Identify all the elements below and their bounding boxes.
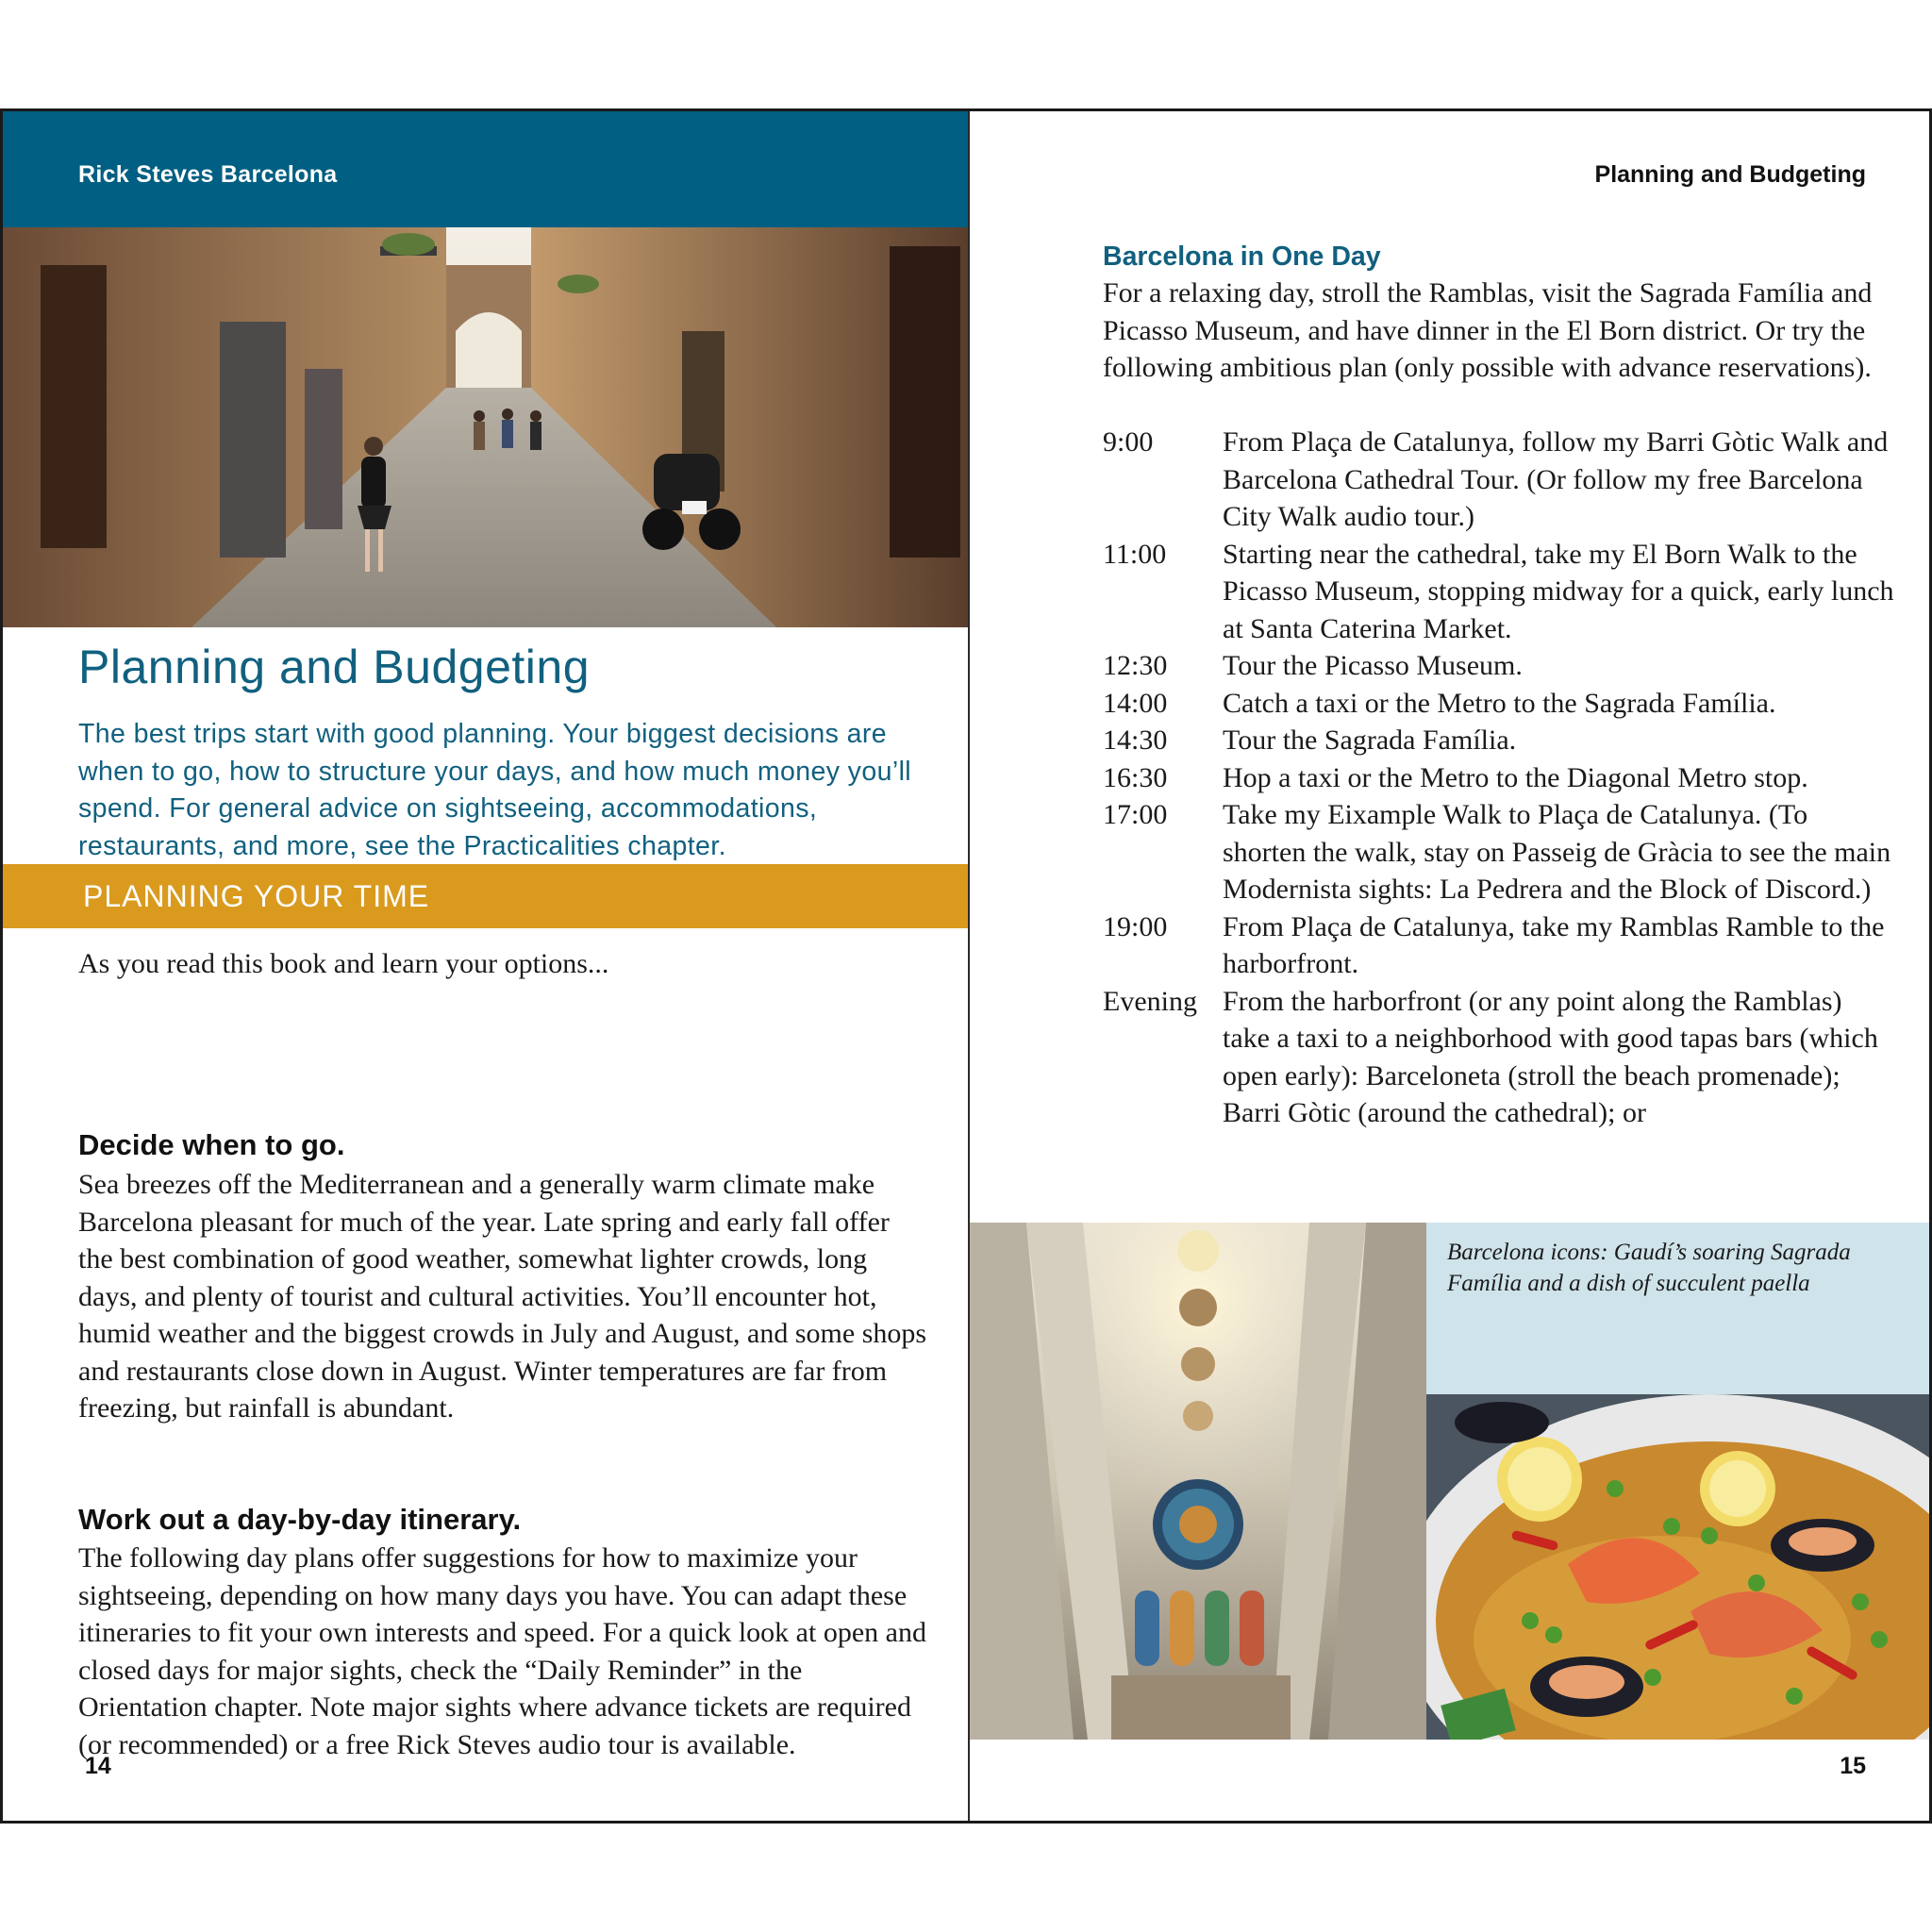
itinerary-text: Starting near the cathedral, take my El Born Walk to the Picasso Museum, stopping midway for a quick, early lunch at Santa Caterina Market. xyxy=(1223,538,1894,644)
itinerary-list xyxy=(1103,424,1895,1132)
chapter-intro: The best trips start with good planning. Your biggest decisions are when to go, how to structure your days, and how much money you’ll spend. For general advice on sightseeing, accommodations, restaurants, and more, see the Practicalities chapter. xyxy=(78,719,912,861)
sagrada-familia-photo xyxy=(970,1223,1426,1740)
itinerary-text: Catch a taxi or the Metro to the Sagrada Família. xyxy=(1223,687,1776,719)
itinerary-time: 9:00 xyxy=(1103,426,1154,458)
subhead-decide-when: Decide when to go. xyxy=(78,1128,345,1161)
left-page xyxy=(3,111,968,1821)
itinerary-row xyxy=(1103,983,1895,1132)
itinerary-row xyxy=(1103,722,1895,759)
section-heading: PLANNING YOUR TIME xyxy=(83,879,430,913)
lead-paragraph: As you read this book and learn your options... xyxy=(78,948,609,979)
page-number-right: 15 xyxy=(1840,1753,1866,1779)
itinerary-text: From the harborfront (or any point along the Ramblas) take a taxi to a neighborhood with good tapas bars (which open early): Barceloneta (stroll the beach promenade); Barri Gòtic (around the cathedral); or xyxy=(1223,985,1878,1128)
itinerary-row xyxy=(1103,424,1895,536)
book-spread xyxy=(0,108,1932,1824)
itinerary-time: 17:00 xyxy=(1103,799,1168,830)
running-head-left: Rick Steves Barcelona xyxy=(78,161,338,188)
itinerary-time: 11:00 xyxy=(1103,538,1167,570)
itinerary-row xyxy=(1103,536,1895,648)
subhead-itinerary: Work out a day-by-day itinerary. xyxy=(78,1503,522,1536)
itinerary-time: 14:00 xyxy=(1103,687,1168,719)
running-head-right: Planning and Budgeting xyxy=(1594,161,1866,188)
one-day-heading: Barcelona in One Day xyxy=(1103,242,1381,272)
itinerary-time: 14:30 xyxy=(1103,724,1168,756)
itinerary-row xyxy=(1103,685,1895,723)
one-day-intro: For a relaxing day, stroll the Ramblas, visit the Sagrada Família and Picasso Museum, and have dinner in the El Born district. Or try the following ambitious plan (only possible with advance reservations). xyxy=(1103,277,1873,383)
itinerary-row xyxy=(1103,908,1895,983)
photo-caption: Barcelona icons: Gaudí’s soaring Sagrada Família and a dish of succulent paella xyxy=(1447,1240,1851,1296)
itinerary-time: 12:30 xyxy=(1103,650,1168,681)
itinerary-time: 19:00 xyxy=(1103,910,1168,942)
itinerary-text: Take my Eixample Walk to Plaça de Catalunya. (To shorten the walk, stay on Passeig de Gràcia to see the main Modernista sights: La Pedrera and the Block of Discord.) xyxy=(1223,799,1891,905)
itinerary-text: From Plaça de Catalunya, follow my Barri Gòtic Walk and Barcelona Cathedral Tour. (Or follow my free Barcelona City Walk audio tour.) xyxy=(1223,426,1889,532)
alley-photo xyxy=(3,227,968,627)
page-number-left: 14 xyxy=(85,1753,111,1779)
right-page xyxy=(970,111,1929,1821)
itinerary-text: Tour the Picasso Museum. xyxy=(1223,650,1523,681)
itinerary-row xyxy=(1103,647,1895,685)
chapter-title: Planning and Budgeting xyxy=(78,641,591,693)
itinerary-text: From Plaça de Catalunya, take my Ramblas Ramble to the harborfront. xyxy=(1223,910,1885,979)
itinerary-text: Tour the Sagrada Família. xyxy=(1223,724,1517,756)
itinerary-row xyxy=(1103,759,1895,797)
body-itinerary: The following day plans offer suggestions for how to maximize your sightseeing, depending on how many days you have. You can adapt these itineraries to fit your own interests and speed. For a quick look at open and closed days for major sights, check the “Daily Reminder” in the Orientation chapter. Note major sights where advance tickets are required (or recommended) or a free Rick Steves audio tour is available. xyxy=(78,1542,926,1760)
paella-photo xyxy=(1426,1394,1929,1740)
itinerary-time: Evening xyxy=(1103,985,1197,1017)
body-decide-when: Sea breezes off the Mediterranean and a generally warm climate make Barcelona pleasant for much of the year. Late spring and early fall offer the best combination of good weather, somewhat lighter crowds, long days, and plenty of tourist and cultural activities. You’ll encounter hot, humid weather and the biggest crowds in July and August, and some shops and restaurants close down in August. Winter temperatures are far from freezing, but rainfall is abundant. xyxy=(78,1169,927,1424)
itinerary-text: Hop a taxi or the Metro to the Diagonal Metro stop. xyxy=(1223,761,1808,793)
itinerary-time: 16:30 xyxy=(1103,761,1168,793)
itinerary-row xyxy=(1103,796,1895,908)
